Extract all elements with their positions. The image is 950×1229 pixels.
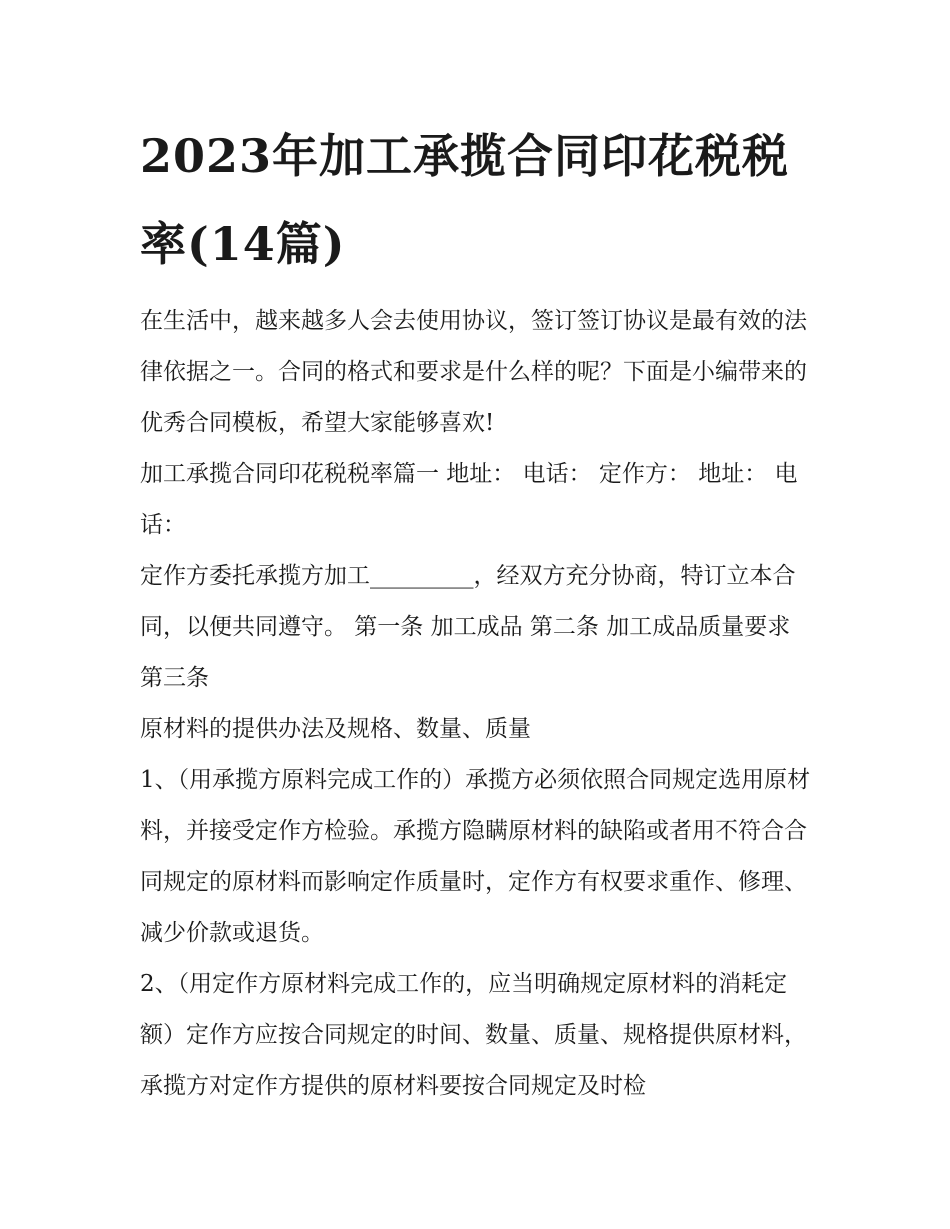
title-block [140, 112, 812, 288]
document-title: 2023年加工承揽合同印花税税率(14篇) [140, 129, 790, 271]
agreement-paragraph: 定作方委托承揽方加工_________，经双方充分协商，特订立本合同，以便共同遵守。 第一条 加工成品 第二条 加工成品质量要求 第三条 [140, 563, 796, 691]
intro-paragraph: 在生活中，越来越多人会去使用协议，签订签订协议是最有效的法律依据之一。合同的格式和要求是什么样的呢？下面是小编带来的优秀合同模板，希望大家能够喜欢! [140, 308, 807, 436]
document-page [140, 112, 812, 1112]
party-info-paragraph: 加工承揽合同印花税税率篇一 地址： 电话： 定作方： 地址： 电话： [140, 461, 798, 538]
materials-heading: 原材料的提供办法及规格、数量、质量 [140, 716, 531, 742]
clause-1-paragraph: 1、（用承揽方原料完成工作的）承揽方必须依照合同规定选用原材料，并接受定作方检验。承揽方隐瞒原材料的缺陷或者用不符合合同规定的原材料而影响定作质量时，定作方有权要求重作、修理、减少价款或退货。 [140, 767, 811, 946]
clause-2-paragraph: 2、（用定作方原材料完成工作的，应当明确规定原材料的消耗定额）定作方应按合同规定的时间、数量、质量、规格提供原材料，承揽方对定作方提供的原材料要按合同规定及时检 [140, 971, 807, 1099]
